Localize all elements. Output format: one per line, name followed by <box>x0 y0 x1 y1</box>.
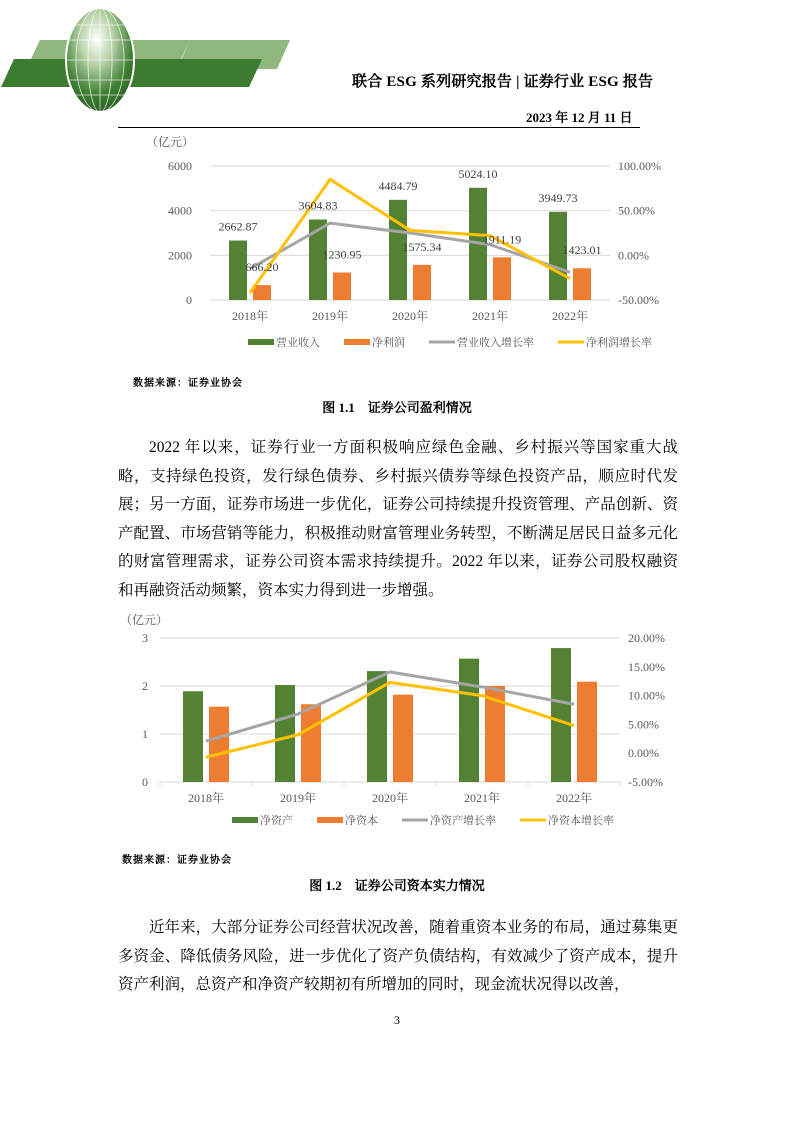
bar-净资产 <box>275 685 295 782</box>
y2-axis-tick: 5.00% <box>628 717 659 732</box>
legend-item-label: 净资本 <box>345 815 378 827</box>
y-axis-tick: 6000 <box>168 159 192 173</box>
bar-净资产 <box>551 648 571 782</box>
legend-item-label: 净资本增长率 <box>548 815 614 827</box>
bar-净利润 <box>493 257 511 300</box>
bar-净利润 <box>573 268 591 300</box>
report-date: 2023 年 12 月 11 日 <box>526 110 633 125</box>
legend-item-label: 营业收入 <box>276 337 320 349</box>
y2-axis-tick: 0.00% <box>618 248 649 263</box>
y2-axis-tick: 15.00% <box>628 659 665 674</box>
bar-营业收入 <box>229 241 247 300</box>
data-label: 3604.83 <box>298 198 338 213</box>
x-axis-tick: 2022年 <box>551 309 589 323</box>
legend-swatch <box>344 339 370 345</box>
bar-净资本 <box>577 682 597 782</box>
legend-swatch <box>520 819 546 822</box>
body-paragraph-1: 2022 年以来，证券行业一方面积极响应绿色金融、乡村振兴等国家重大战略，支持绿色投资，发行绿色债券、乡村振兴债券等绿色投资产品，顺应时代发展；另一方面，证券市场进一步优化，证券公司持续提升投资管理、产品创新、资产配置、市场营销等能力，积极推动财富管理业务转型，不断满足居民日益多元化的财富管理需求，证券公司资本需求持续提升。2022 年以来，证券公司股权融资和再融资活动频繁，资本实力得到进一步增强。 <box>118 439 678 599</box>
figure-2-caption: 图 1.2 证券公司资本实力情况 <box>309 878 485 893</box>
y2-axis-tick: 0.00% <box>628 746 659 761</box>
legend-swatch <box>402 819 428 822</box>
data-label: 1230.95 <box>322 247 362 262</box>
figure-2-chart <box>110 608 680 833</box>
page-number: 3 <box>394 1013 400 1027</box>
y-axis-unit-label: （亿元） <box>146 135 195 149</box>
legend-item-label: 净利润增长率 <box>586 337 652 349</box>
y-axis-tick: 1 <box>142 727 148 741</box>
data-label: 4484.79 <box>378 178 418 193</box>
bar-净利润 <box>413 265 431 300</box>
y2-axis-tick: 10.00% <box>628 688 665 703</box>
bar-净资产 <box>183 691 203 782</box>
x-axis-tick: 2021年 <box>471 309 509 323</box>
figure-1-caption: 图 1.1 证券公司盈利情况 <box>322 400 472 415</box>
line-净利润增长率 <box>250 179 570 292</box>
bar-净资本 <box>301 704 321 782</box>
data-label: 1575.34 <box>402 239 442 254</box>
bar-净资产 <box>367 671 387 782</box>
data-label: 1911.19 <box>482 232 522 247</box>
legend-swatch <box>248 339 274 345</box>
x-axis-tick: 2020年 <box>391 309 429 323</box>
x-axis-tick: 2019年 <box>279 791 317 805</box>
data-label: 5024.10 <box>458 166 498 181</box>
legend-item-label: 净利润 <box>372 337 405 349</box>
header-divider <box>118 127 640 128</box>
legend-swatch <box>232 817 258 823</box>
y2-axis-tick: -5.00% <box>628 775 663 789</box>
data-label: 2662.87 <box>218 219 258 234</box>
legend-swatch <box>558 341 584 344</box>
legend-swatch <box>317 817 343 823</box>
body-paragraph-2: 近年来，大部分证券公司经营状况改善，随着重资本业务的布局，通过募集更多资金、降低债务风险，进一步优化了资产负债结构，有效减少了资产成本，提升资产利润，总资产和净资产较期初有所增加的同时，现金流状况得以改善， <box>118 919 678 993</box>
report-title: 联合 ESG 系列研究报告 | 证券行业 ESG 报告 <box>352 74 654 90</box>
y-axis-tick: 3 <box>142 631 148 645</box>
figure-1-source: 数据来源：证券业协会 <box>133 378 243 389</box>
bar-净资本 <box>393 695 413 782</box>
y-axis-unit-label: （亿元） <box>120 613 169 627</box>
y-axis-tick: 2000 <box>168 248 192 263</box>
legend-item-label: 净资产增长率 <box>430 815 496 827</box>
y-axis-tick: 2 <box>142 679 148 693</box>
y-axis-tick: 0 <box>142 775 148 789</box>
data-label: 1423.01 <box>562 243 602 258</box>
figure-2-source: 数据来源：证券业协会 <box>122 855 232 866</box>
x-axis-tick: 2018年 <box>231 309 269 323</box>
data-label: 3949.73 <box>538 190 578 205</box>
figure-1-chart <box>120 130 680 355</box>
legend-swatch <box>429 341 455 344</box>
bar-净资本 <box>209 707 229 782</box>
y2-axis-tick: -50.00% <box>618 293 659 307</box>
y2-axis-tick: 100.00% <box>618 159 661 173</box>
data-label: 666.20 <box>245 260 279 275</box>
x-axis-tick: 2021年 <box>463 791 501 805</box>
company-logo <box>0 0 300 115</box>
legend-item-label: 营业收入增长率 <box>457 337 534 349</box>
x-axis-tick: 2019年 <box>311 309 349 323</box>
y2-axis-tick: 50.00% <box>618 203 655 218</box>
y-axis-tick: 0 <box>186 293 192 307</box>
bar-净资产 <box>459 659 479 782</box>
x-axis-tick: 2020年 <box>371 791 409 805</box>
x-axis-tick: 2018年 <box>187 791 225 805</box>
x-axis-tick: 2022年 <box>555 791 593 805</box>
bar-净利润 <box>333 273 351 300</box>
y2-axis-tick: 20.00% <box>628 631 665 645</box>
legend-item-label: 净资产 <box>260 815 293 827</box>
y-axis-tick: 4000 <box>168 203 192 218</box>
